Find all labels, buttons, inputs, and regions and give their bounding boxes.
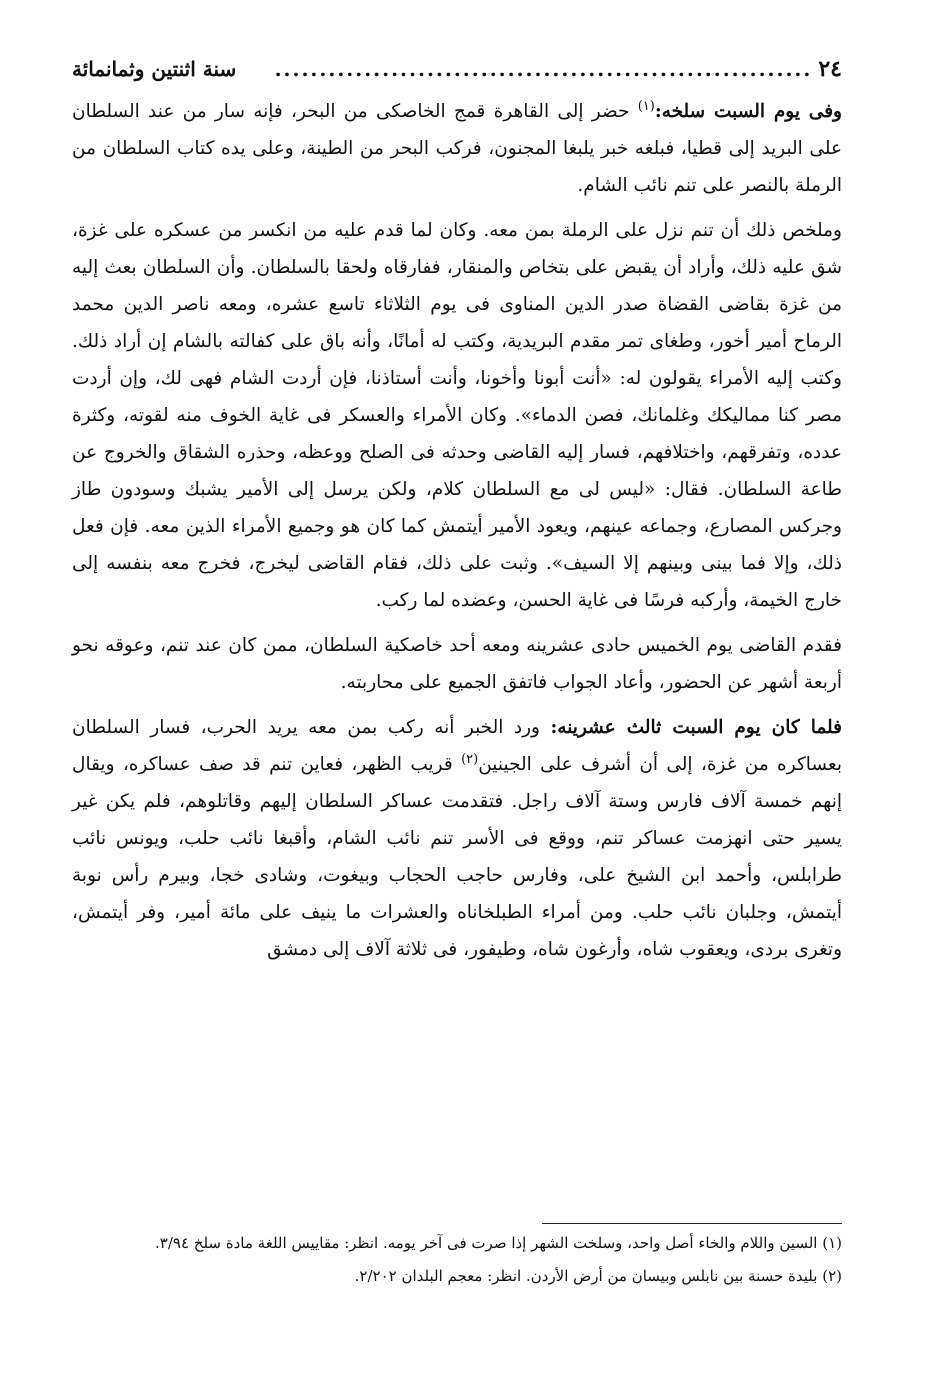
book-page (72, 55, 842, 1355)
paragraph (72, 93, 842, 204)
paragraph-text: وملخص ذلك أن تنم نزل على الرملة بمن معه. وكان لما قدم عليه من انكسر من عسكره على غزة، شق عليه ذلك، وأراد أن يقبض على بتخاص والمنقار، ففارقاه ولحقا بالسلطان. وأن السلطان بعث إليه من غزة بقاضى القضاة صدر الدين المناوى فى يوم الثلاثاء تاسع عشره، ومعه ناصر الدين محمد الرماح أمير أخور، وطغاى تمر مقدم البريدية، وكتب له أمانًا، وأنه باق على كفالته بالشام إن أراد ذلك. وكتب إليه الأمراء يقولون له: «أنت أبونا وأخونا، وأنت أستاذنا، فإن أردت الشام فهى لك، وإن أردت مصر كنا مماليكك وغلمانك، فصن الدماء». وكان الأمراء والعسكر فى غاية الخوف منه لقوته، وكثرة عدده، وتفرقهم، واختلافهم، فسار إليه القاضى وحدثه فى الصلح ووعظه، وحذره الشقاق والخروج عن طاعة السلطان. فقال: «ليس لى مع السلطان كلام، ولكن يرسل إلى الأمير يشبك وسودون طاز وجركس المصارع، وجماعه عينهم، ويعود الأمير أيتمش كما كان هو وجميع الأمراء الذين معه. فإن فعل ذلك، وإلا فما بينى وبينهم إلا السيف». وثبت على ذلك، فقام القاضى ليخرج، فخرج معه بنفسه إلى خارج الخيمة، وأركبه فرسًا فى غاية الحسن، وعضده لما ركب. (72, 220, 842, 611)
paragraph-text: ورد الخبر أنه ركب بمن معه يريد الحرب، فسار السلطان بعساكره من غزة، إلى أن أشرف على الجينين (72, 717, 842, 775)
running-title: سنة اثنتين وثمانمائة (72, 57, 237, 81)
header-dot-leader: ............................................................ (274, 57, 813, 81)
paragraph-lead: فلما كان يوم السبت ثالث عشرينه: (550, 717, 843, 738)
footnote (72, 1263, 842, 1290)
paragraph-lead: وفى يوم السبت سلخه: (654, 101, 842, 122)
footnote-ref-2: (٢) (461, 751, 479, 767)
main-text (72, 93, 842, 968)
paragraph (72, 709, 842, 968)
paragraph-text: حضر إلى القاهرة قمج الخاصكى من البحر، فإنه سار من عند السلطان على البريد إلى قطيا، فبلغه خبر يلبغا المجنون، فركب البحر من الطينة، وعلى يده كتاب السلطان من الرملة بالنصر على تنم نائب الشام. (72, 101, 842, 196)
paragraph-text: فقدم القاضى يوم الخميس حادى عشرينه ومعه أحد خاصكية السلطان، ممن كان عند تنم، وعوقه نحو أربعة أشهر عن الحضور، وأعاد الجواب فاتفق الجميع على محاربته. (72, 635, 842, 693)
footnote-ref-1: (١) (637, 98, 655, 114)
footnote-divider (542, 1223, 842, 1224)
footnote-text: بليدة حسنة بين نابلس وبيسان من أرض الأردن. انظر: معجم البلدان ٢/٢٠٢. (354, 1267, 823, 1285)
footnote-marker: (١) (822, 1234, 842, 1252)
footnote-marker: (٢) (822, 1267, 842, 1285)
footnotes (72, 1223, 842, 1290)
page-number: ٢٤ (818, 56, 842, 82)
paragraph (72, 627, 842, 701)
footnote-text: السين واللام والخاء أصل واحد، وسلخت الشهر إذا صرت فى آخر يومه. انظر: مقاييس اللغة مادة سلخ ٣/٩٤. (155, 1234, 823, 1252)
paragraph-text-continued: قريب الظهر، فعاين تنم قد صف عساكره، ويقال إنهم خمسة آلاف فارس وستة آلاف راجل. فتقدمت عساكر السلطان إليهم وقاتلوهم، فلم يكن غير يسير حتى انهزمت عساكر تنم، ووقع فى الأسر تنم نائب الشام، وأقبغا نائب حلب، ويونس نائب طرابلس، وأحمد ابن الشيخ على، وفارس حاجب الحجاب وبيغوت، وشادى خجا، وبيرم رأس نوبة أيتمش، وجلبان نائب حلب. ومن أمراء الطبلخاناه والعشرات ما ينيف على مائة أمير، وفر أيتمش، وتغرى بردى، ويعقوب شاه، وأرغون شاه، وطيفور، فى ثلاثة آلاف إلى دمشق (72, 754, 842, 960)
paragraph (72, 212, 842, 619)
running-header (72, 55, 842, 85)
footnote (72, 1230, 842, 1257)
